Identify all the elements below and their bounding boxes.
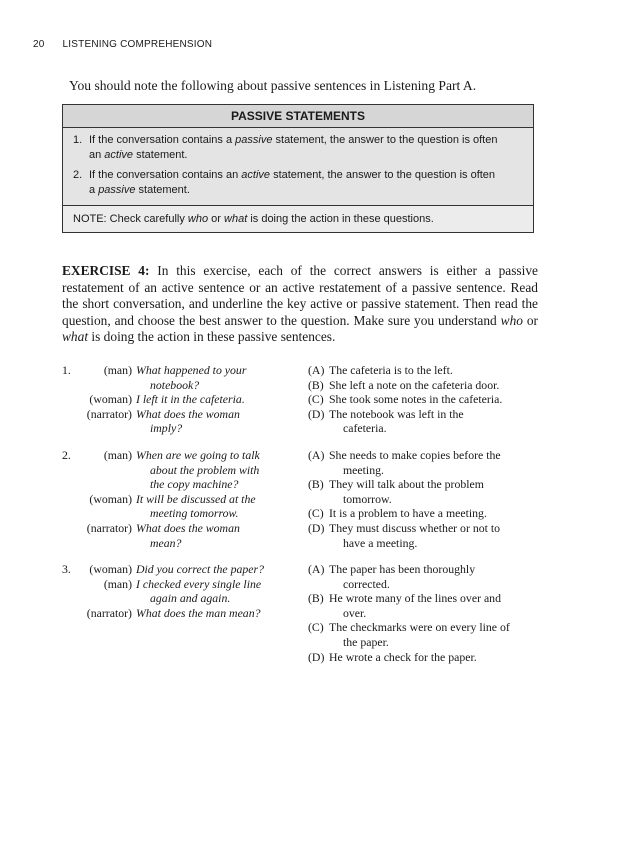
choice-text xyxy=(329,477,544,506)
box-item-emphasis: passive xyxy=(98,184,136,196)
spoken-text: What does the woman xyxy=(136,406,240,421)
box-item-text: If the conversation contains a xyxy=(89,134,236,146)
spoken-text: mean? xyxy=(150,535,182,550)
box-item-emphasis: active xyxy=(241,169,271,181)
box-item-number: 1. xyxy=(73,134,83,146)
choice-label: (C) xyxy=(308,620,324,635)
choice-label: (C) xyxy=(308,506,324,521)
box-item-text: statement, the answer to the question is often xyxy=(272,134,498,146)
spoken-text: meeting tomorrow. xyxy=(150,506,239,521)
conversation-line xyxy=(62,363,302,378)
spoken-text: What happened to your xyxy=(136,363,247,377)
choice-label: (D) xyxy=(308,520,325,535)
speaker-label: (narrator) xyxy=(86,520,132,535)
box-item-number: 2. xyxy=(73,169,83,181)
choice-text xyxy=(329,407,544,436)
speaker-label: (man) xyxy=(103,448,132,462)
spoken-text: What does the man mean? xyxy=(136,605,261,620)
choice-text-line: The checkmarks were on every line of xyxy=(329,620,510,635)
answer-choices xyxy=(308,448,544,550)
note-text: NOTE: Check carefully xyxy=(73,213,188,225)
choice-text-line: They must discuss whether or not to xyxy=(329,520,501,535)
spoken-text: I left it in the cafeteria. xyxy=(136,392,245,407)
box-item-emphasis: active xyxy=(104,149,134,161)
speaker-label: (woman) xyxy=(89,491,132,506)
box-item-text: statement, the answer to the question is often xyxy=(270,169,496,181)
exercise-text: In this exercise, each of the correct answers is either a passive restatement of an active sentence or an active restatement of a passive sentence. Read the short conversation, and underline the key active or passive statement. Then read the question, and choose the best answer to the question. Make sure you understand xyxy=(62,263,538,328)
conversation-line xyxy=(62,577,302,592)
answer-choice[interactable] xyxy=(308,521,544,550)
box-title: PASSIVE STATEMENTS xyxy=(63,105,533,128)
choice-text-line: He wrote many of the lines over and xyxy=(329,591,501,606)
note-emphasis: what xyxy=(224,213,248,225)
conversation xyxy=(62,363,302,436)
question-number: 3. xyxy=(62,562,71,576)
choice-text-line: She took some notes in the cafeteria. xyxy=(329,392,503,407)
choice-text xyxy=(329,591,544,620)
box-item xyxy=(73,168,525,198)
box-item-text: statement. xyxy=(133,149,188,161)
choice-text-line: The cafeteria is to the left. xyxy=(329,363,453,377)
conversation xyxy=(62,448,302,550)
choice-text xyxy=(329,562,544,591)
answer-choice[interactable] xyxy=(308,448,544,477)
choice-text-line: tomorrow. xyxy=(343,491,392,506)
box-item-text: an xyxy=(89,149,105,161)
choice-label: (C) xyxy=(308,392,324,407)
choice-text xyxy=(329,363,544,378)
answer-choice[interactable] xyxy=(308,392,544,407)
answer-choices xyxy=(308,562,544,664)
spoken-text: imply? xyxy=(150,421,183,436)
spoken-text: When are we going to talk xyxy=(136,448,260,462)
choice-text-line: The paper has been thoroughly xyxy=(329,562,476,576)
exercise-text: is doing the action in these passive sentences. xyxy=(88,329,336,345)
conversation-line xyxy=(62,521,302,536)
answer-choice[interactable] xyxy=(308,363,544,378)
exercise-emphasis: who xyxy=(500,312,523,328)
choice-text-line: The notebook was left in the xyxy=(329,406,464,421)
conversation-line xyxy=(62,536,302,551)
conversation-line xyxy=(62,492,302,507)
exercise-emphasis: what xyxy=(62,329,89,345)
choice-label: (B) xyxy=(308,477,324,492)
page-header xyxy=(33,39,212,50)
choice-label: (A) xyxy=(308,448,325,462)
answer-choice[interactable] xyxy=(308,562,544,591)
speaker-label: (narrator) xyxy=(86,406,132,421)
conversation-line xyxy=(62,392,302,407)
box-list xyxy=(63,128,533,205)
box-note xyxy=(63,205,533,232)
answer-choice[interactable] xyxy=(308,506,544,521)
choice-label: (A) xyxy=(308,363,325,377)
answer-choice[interactable] xyxy=(308,477,544,506)
spoken-text: What does the woman xyxy=(136,520,240,535)
conversation xyxy=(62,562,302,620)
choice-label: (B) xyxy=(308,591,324,606)
speaker-label: (woman) xyxy=(89,392,132,407)
choice-text-line: corrected. xyxy=(343,576,390,591)
spoken-text: again and again. xyxy=(150,591,231,606)
conversation-line xyxy=(62,562,302,577)
exercise-instructions xyxy=(62,263,538,346)
answer-choice[interactable] xyxy=(308,591,544,620)
note-text: is doing the action in these questions. xyxy=(247,213,434,225)
box-item-text: a xyxy=(89,184,99,196)
note-text: or xyxy=(208,213,225,225)
answer-choices xyxy=(308,363,544,436)
speaker-label: (woman) xyxy=(89,562,132,576)
choice-text-line: cafeteria. xyxy=(343,421,387,436)
choice-label: (D) xyxy=(308,649,325,664)
choice-label: (D) xyxy=(308,406,325,421)
conversation-line xyxy=(62,591,302,606)
box-item-text: If the conversation contains an xyxy=(89,169,242,181)
box-item xyxy=(73,133,525,163)
spoken-text: It will be discussed at the xyxy=(136,491,256,506)
spoken-text: the copy machine? xyxy=(150,477,239,492)
exercise-text: or xyxy=(522,312,539,328)
choice-text-line: the paper. xyxy=(343,634,389,649)
choice-text xyxy=(329,620,544,649)
choice-text-line: over. xyxy=(343,605,367,620)
speaker-label: (narrator) xyxy=(86,605,132,620)
speaker-label: (man) xyxy=(103,363,132,377)
conversation-line xyxy=(62,506,302,521)
choice-label: (A) xyxy=(308,562,325,576)
conversation-line xyxy=(62,407,302,422)
choice-text-line: meeting. xyxy=(343,462,384,477)
answer-choice[interactable] xyxy=(308,407,544,436)
box-item-text: statement. xyxy=(135,184,190,196)
question-number: 1. xyxy=(62,363,71,377)
speaker-label: (man) xyxy=(103,576,132,591)
choice-text xyxy=(329,392,544,407)
conversation-line xyxy=(62,606,302,621)
choice-text xyxy=(329,506,544,521)
question-number: 2. xyxy=(62,448,71,462)
choice-text xyxy=(329,448,544,477)
section-title: LISTENING COMPREHENSION xyxy=(62,39,213,50)
answer-choice[interactable] xyxy=(308,378,544,393)
spoken-text: notebook? xyxy=(150,377,200,392)
conversation-line xyxy=(62,448,302,463)
spoken-text: I checked every single line xyxy=(136,576,262,591)
exercise-label: EXERCISE 4: xyxy=(62,263,150,278)
conversation-line xyxy=(62,378,302,393)
choice-text xyxy=(329,650,544,665)
choice-text-line: They will talk about the problem xyxy=(329,477,484,492)
spoken-text: Did you correct the paper? xyxy=(136,562,264,576)
page-number: 20 xyxy=(33,39,45,50)
spoken-text: about the problem with xyxy=(150,462,260,477)
choice-text-line: have a meeting. xyxy=(343,535,418,550)
choice-text xyxy=(329,521,544,550)
choice-text-line: She left a note on the cafeteria door. xyxy=(329,377,500,392)
choice-text xyxy=(329,378,544,393)
choice-text-line: He wrote a check for the paper. xyxy=(329,649,477,664)
choice-label: (B) xyxy=(308,377,324,392)
conversation-line xyxy=(62,421,302,436)
conversation-line xyxy=(62,477,302,492)
choice-text-line: It is a problem to have a meeting. xyxy=(329,506,487,521)
conversation-line xyxy=(62,463,302,478)
box-item-emphasis: passive xyxy=(235,134,273,146)
answer-choice[interactable] xyxy=(308,650,544,665)
note-emphasis: who xyxy=(187,213,209,225)
passive-statements-box xyxy=(62,104,534,233)
choice-text-line: She needs to make copies before the xyxy=(329,448,501,462)
answer-choice[interactable] xyxy=(308,620,544,649)
intro-text: You should note the following about passive sentences in Listening Part A. xyxy=(69,78,477,93)
